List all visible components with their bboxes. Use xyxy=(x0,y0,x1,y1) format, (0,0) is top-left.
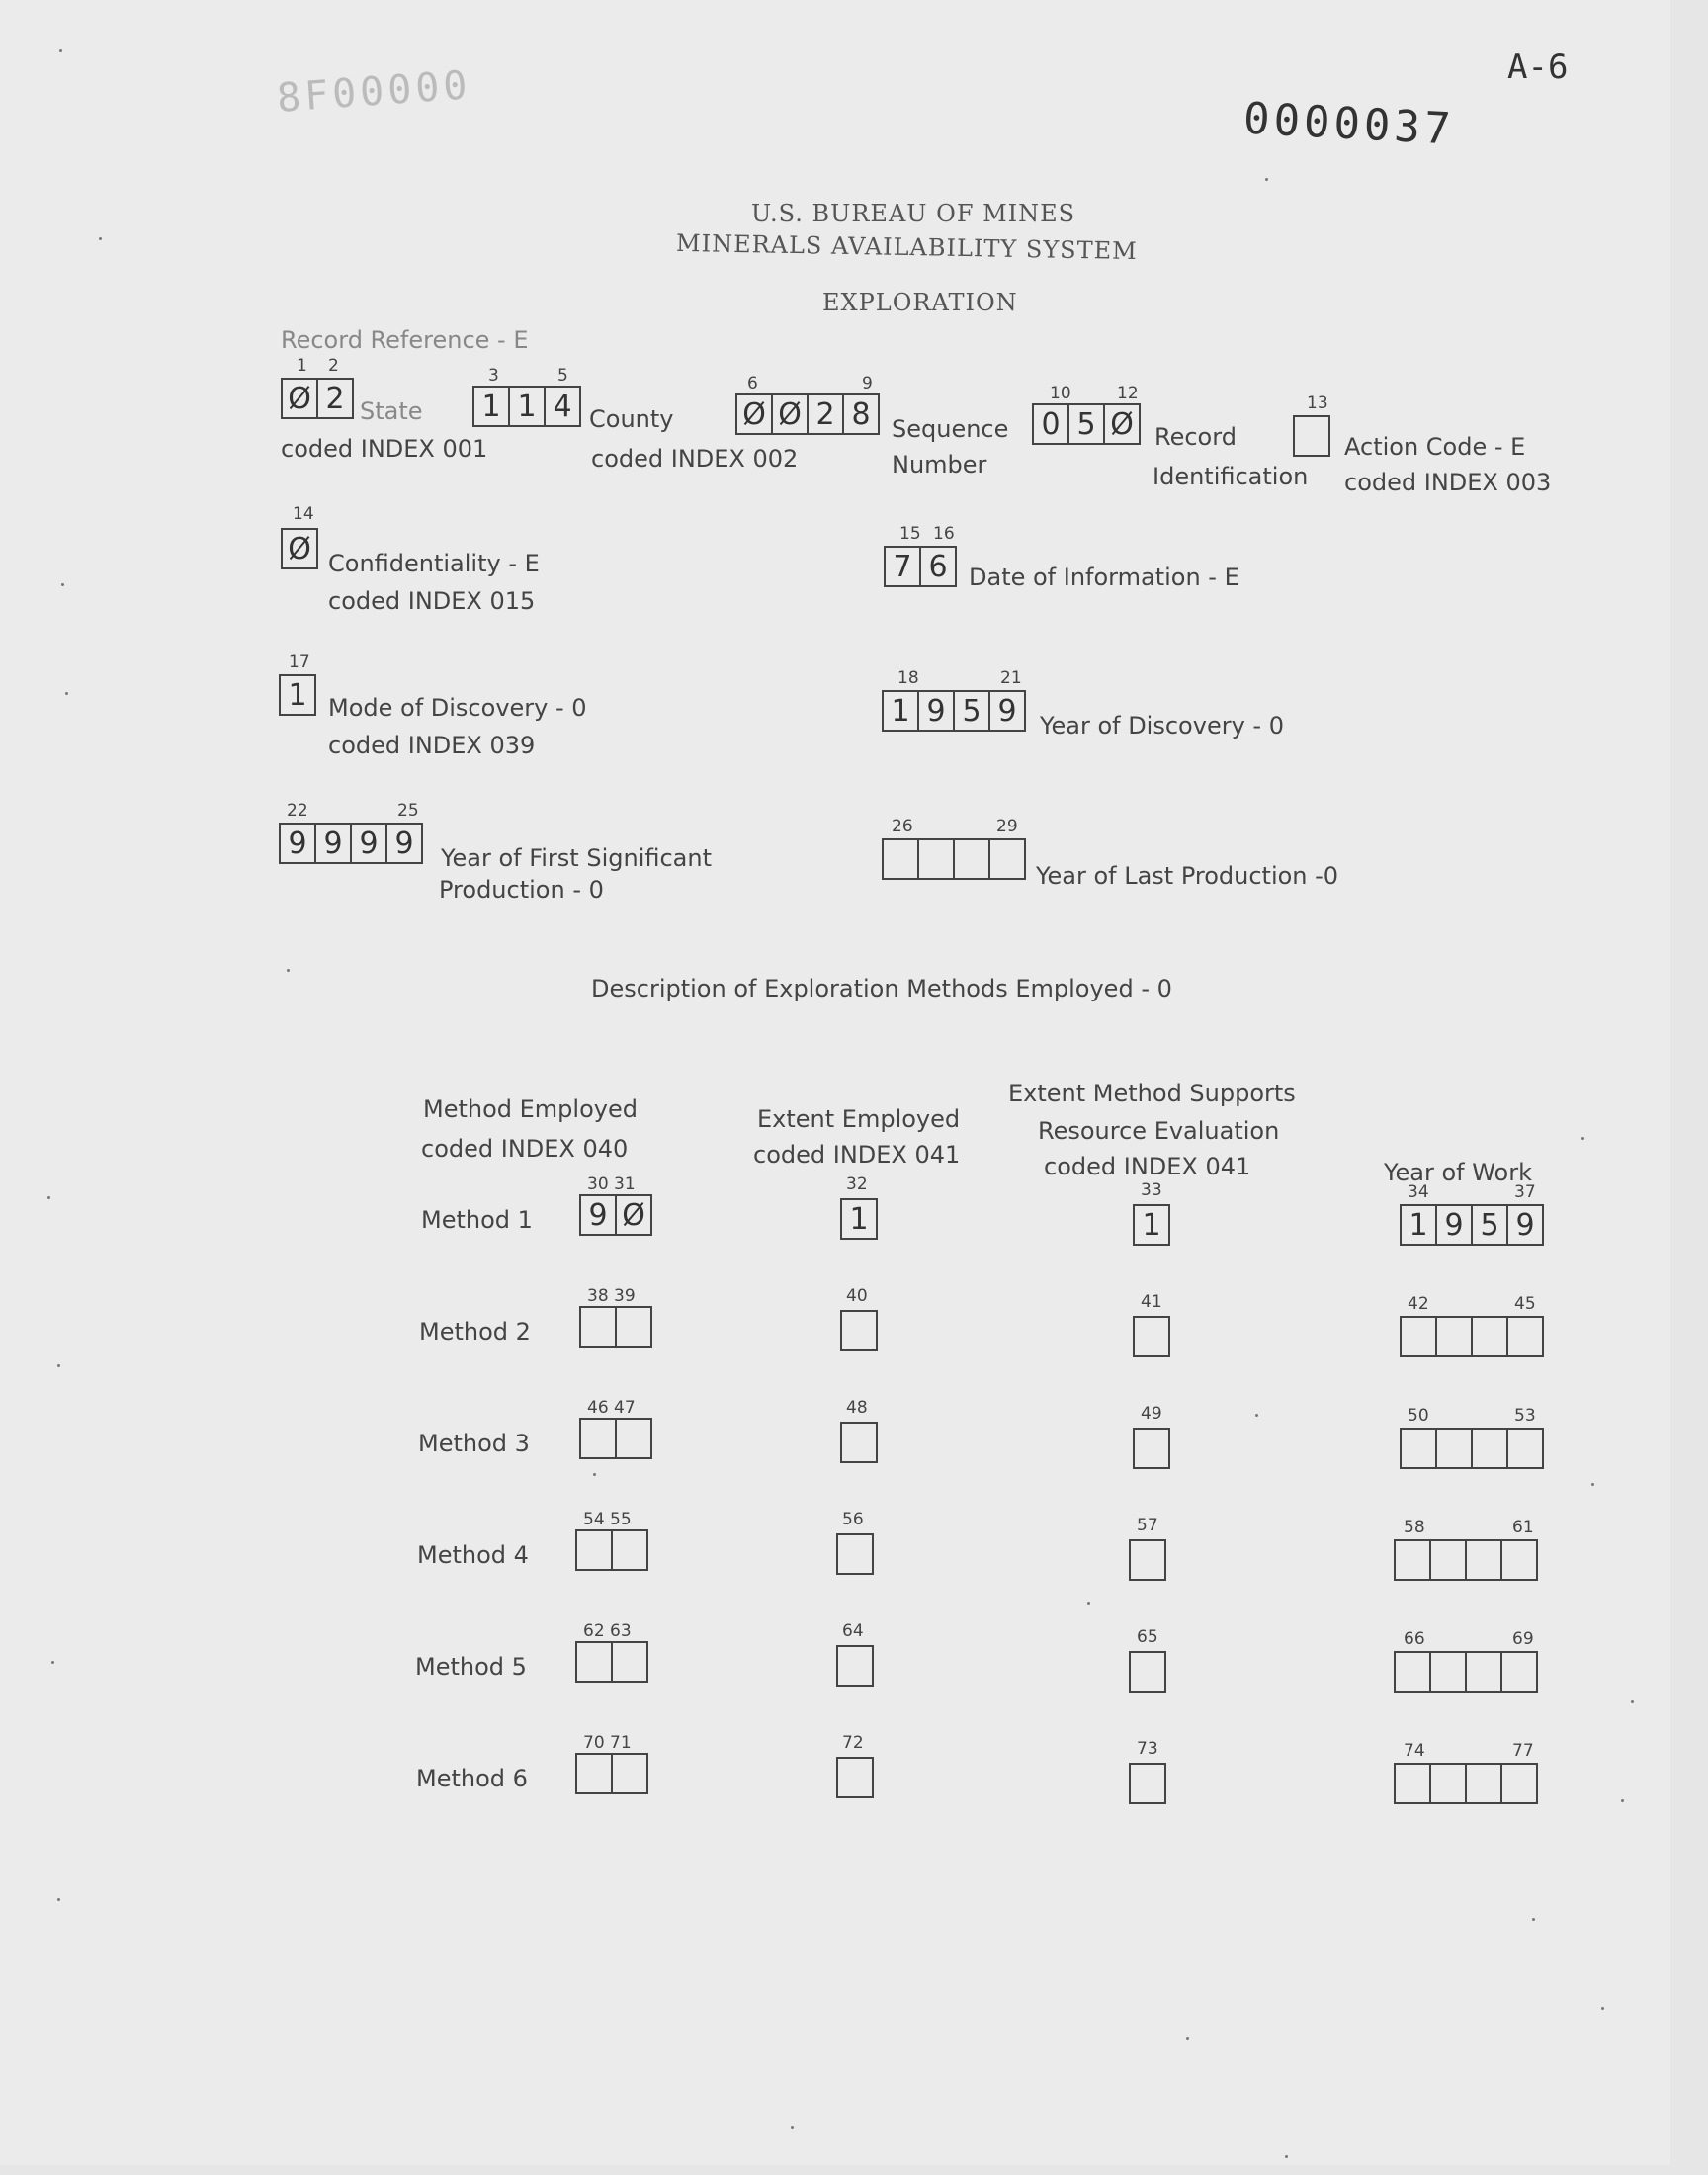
extent-box[interactable] xyxy=(836,1533,872,1575)
supports-box[interactable] xyxy=(1129,1539,1164,1581)
section-title: EXPLORATION xyxy=(822,289,1018,316)
year-start-num: 74 xyxy=(1404,1741,1425,1761)
extent-box[interactable]: 1 xyxy=(840,1198,876,1240)
method-code-nums: 30 31 xyxy=(587,1174,636,1194)
faded-stamp: 8F00000 xyxy=(275,62,472,122)
extent-box[interactable] xyxy=(840,1422,876,1463)
speckle xyxy=(47,1196,50,1199)
year-of-work-boxes[interactable] xyxy=(1394,1763,1536,1804)
year-start-num: 58 xyxy=(1404,1518,1425,1537)
supports-num: 57 xyxy=(1137,1516,1158,1535)
method-code-nums: 46 47 xyxy=(587,1398,636,1418)
system-title: MINERALS AVAILABILITY SYSTEM xyxy=(675,228,1138,266)
state-boxes[interactable]: Ø 2 xyxy=(281,378,352,419)
speckle xyxy=(287,969,290,972)
page-mark: A-6 xyxy=(1507,47,1569,87)
speckle xyxy=(1631,1700,1634,1703)
date-info-boxes[interactable]: 7 6 xyxy=(884,546,955,587)
speckle xyxy=(1285,2155,1288,2158)
year-first-boxes[interactable]: 9 9 9 9 xyxy=(279,823,421,864)
speckle xyxy=(791,2126,794,2129)
year-start-num: 42 xyxy=(1408,1294,1429,1314)
supports-box[interactable] xyxy=(1129,1763,1164,1804)
year-last-boxes[interactable] xyxy=(882,838,1024,880)
speckle xyxy=(65,692,68,695)
year-start-num: 34 xyxy=(1408,1182,1429,1202)
speckle xyxy=(61,583,64,586)
sequence-boxes[interactable]: Ø Ø 2 8 xyxy=(735,393,878,435)
extent-num: 32 xyxy=(846,1174,868,1194)
year-end-num: 61 xyxy=(1512,1518,1534,1537)
supports-box[interactable]: 1 xyxy=(1133,1204,1168,1246)
method-code-boxes[interactable] xyxy=(579,1418,650,1459)
method-label: Method 5 xyxy=(415,1653,527,1681)
speckle xyxy=(1532,1918,1535,1921)
supports-num: 49 xyxy=(1141,1404,1162,1424)
method-label: Method 4 xyxy=(417,1541,529,1569)
extent-num: 48 xyxy=(846,1398,868,1418)
year-end-num: 53 xyxy=(1514,1406,1536,1426)
speckle xyxy=(51,1661,54,1664)
extent-box[interactable] xyxy=(840,1310,876,1351)
method-code-boxes[interactable] xyxy=(575,1529,646,1571)
supports-box[interactable] xyxy=(1133,1316,1168,1357)
speckle xyxy=(1591,1483,1594,1486)
confidentiality-box[interactable]: Ø xyxy=(281,528,316,569)
method-label: Method 3 xyxy=(418,1430,530,1457)
year-end-num: 45 xyxy=(1514,1294,1536,1314)
speckle xyxy=(59,49,62,52)
year-of-work-boxes[interactable] xyxy=(1394,1651,1536,1693)
method-label: Method 6 xyxy=(416,1765,528,1792)
method-code-nums: 54 55 xyxy=(583,1510,632,1529)
year-start-num: 50 xyxy=(1408,1406,1429,1426)
extent-box[interactable] xyxy=(836,1757,872,1798)
speckle xyxy=(1087,1602,1090,1605)
method-label: Method 2 xyxy=(419,1318,531,1346)
year-end-num: 69 xyxy=(1512,1629,1534,1649)
extent-num: 64 xyxy=(842,1621,864,1641)
year-of-work-boxes[interactable] xyxy=(1394,1539,1536,1581)
speckle xyxy=(593,1473,596,1476)
year-of-work-boxes[interactable]: 1 9 5 9 xyxy=(1400,1204,1542,1246)
method-code-nums: 70 71 xyxy=(583,1733,632,1753)
method-code-nums: 38 39 xyxy=(587,1286,636,1306)
supports-box[interactable] xyxy=(1129,1651,1164,1693)
record-reference-label: Record Reference - E xyxy=(281,326,529,354)
year-end-num: 77 xyxy=(1512,1741,1534,1761)
supports-num: 33 xyxy=(1141,1180,1162,1200)
year-end-num: 37 xyxy=(1514,1182,1536,1202)
document-number: 0000037 xyxy=(1241,93,1456,155)
speckle xyxy=(1186,2037,1189,2040)
supports-num: 65 xyxy=(1137,1627,1158,1647)
method-code-boxes[interactable] xyxy=(575,1641,646,1683)
speckle xyxy=(57,1898,60,1901)
extent-num: 56 xyxy=(842,1510,864,1529)
document-page: A-6 0000037 8F00000 U.S. BUREAU OF MINES MINERALS AVAILABILITY SYSTEM EXPLORATION Record Reference - E 1 2 Ø 2 State coded INDEX 001 3 5 1 1 4 County coded INDEX 002 6 9 Ø Ø 2 8 Sequence Number 10 12 0 5 Ø Record Identification 13 Action Code - E coded INDEX 003 14 Ø Confidentiality - E coded INDEX 015 15 16 7 6 Date of Information - E 17 1 Mode of Discovery - 0 coded INDEX 039 18 21 1 9 5 9 Year of Discovery - 0 22 25 9 9 9 9 Year of First Significant Production - 0 26 29 Year of Last Production -0 Description of Exploration Methods Employed - 0 Method Employed coded INDEX 040 Extent Employed coded INDEX 041 Extent Method Supports Resource Evaluation coded INDEX 041 Year of Work Method 1 30 31 9 Ø 32 1 33 1 34 37 1 9 5 9 Method 2 38 39 40 41 42 45 Method 3 46 47 48 49 50 53 Method 4 54 55 56 57 58 61 Method 5 62 63 64 65 66 69 Method 6 70 71 72 73 74 77 xyxy=(0,0,1670,2165)
year-of-work-boxes[interactable] xyxy=(1400,1316,1542,1357)
agency-title: U.S. BUREAU OF MINES xyxy=(751,200,1076,227)
speckle xyxy=(1581,1137,1584,1140)
method-label: Method 1 xyxy=(421,1206,533,1234)
speckle xyxy=(1255,1414,1258,1417)
county-boxes[interactable]: 1 1 4 xyxy=(472,386,579,427)
mode-discovery-box[interactable]: 1 xyxy=(279,674,314,716)
action-code-box[interactable] xyxy=(1293,415,1328,457)
method-code-nums: 62 63 xyxy=(583,1621,632,1641)
method-code-boxes[interactable] xyxy=(579,1306,650,1348)
speckle xyxy=(57,1364,60,1367)
extent-box[interactable] xyxy=(836,1645,872,1687)
methods-section-title: Description of Exploration Methods Employed - 0 xyxy=(591,975,1172,1002)
speckle xyxy=(1265,178,1268,181)
speckle xyxy=(99,237,102,240)
extent-num: 40 xyxy=(846,1286,868,1306)
method-code-boxes[interactable]: 9 Ø xyxy=(579,1194,650,1236)
supports-num: 41 xyxy=(1141,1292,1162,1312)
supports-num: 73 xyxy=(1137,1739,1158,1759)
supports-box[interactable] xyxy=(1133,1428,1168,1469)
year-start-num: 66 xyxy=(1404,1629,1425,1649)
extent-num: 72 xyxy=(842,1733,864,1753)
method-code-boxes[interactable] xyxy=(575,1753,646,1794)
year-of-work-boxes[interactable] xyxy=(1400,1428,1542,1469)
record-id-boxes[interactable]: 0 5 Ø xyxy=(1032,403,1139,445)
year-discovery-boxes[interactable]: 1 9 5 9 xyxy=(882,690,1024,732)
speckle xyxy=(1621,1799,1624,1802)
speckle xyxy=(1601,2007,1604,2010)
